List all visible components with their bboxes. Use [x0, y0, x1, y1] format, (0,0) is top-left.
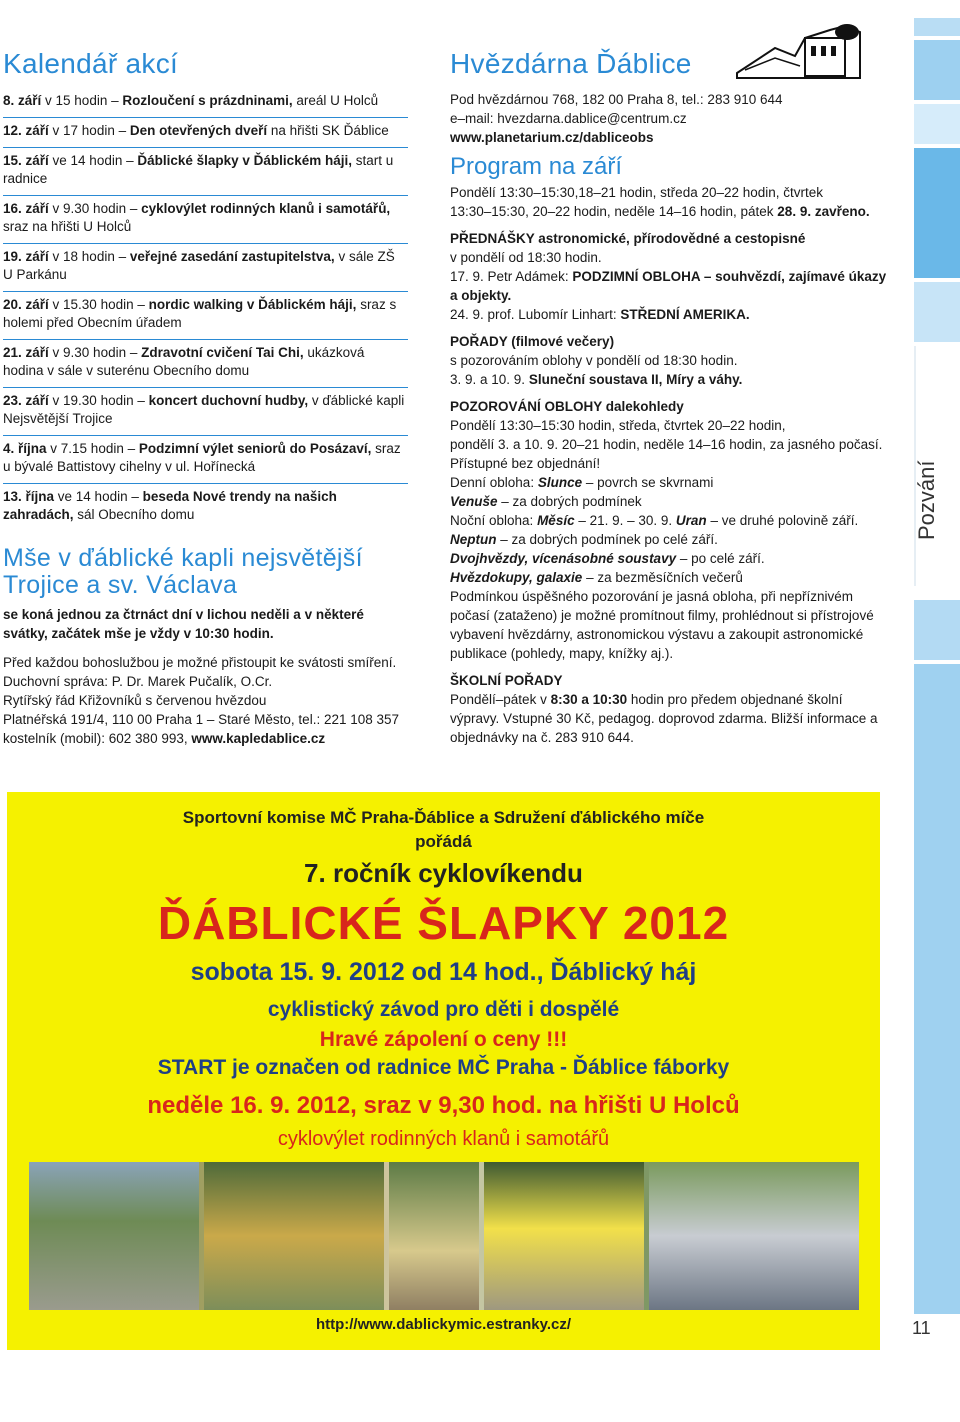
program-title: Program na září — [450, 153, 623, 180]
event-item: 21. září v 9.30 hodin – Zdravotní cvičení Tai Chi, ukázková hodina v sále v suterénu Obecního domu — [3, 340, 408, 388]
chapel-website-link[interactable]: www.kapledablice.cz — [191, 731, 326, 746]
event-item: 4. října v 7.15 hodin – Podzimní výlet seniorů do Posázaví, sraz u bývalé Battistovy cihelny v ul. Hořínecká — [3, 436, 408, 484]
poster-website[interactable]: http://www.dablickymic.estranky.cz/ — [315, 1316, 572, 1333]
poster-edition: 7. ročník cyklovíkendu — [304, 858, 583, 888]
observation-heading: POZOROVÁNÍ OBLOHY dalekohledy — [450, 399, 684, 414]
observation-text: Pondělí 13:30–15:30 hodin, středa, čtvrtek 20–22 hodin, — [450, 418, 786, 433]
event-item: 13. října ve 14 hodin – beseda Nové trendy na našich zahradách, sál Obecního domu — [3, 489, 337, 522]
observation-text: pondělí 3. a 10. 9. 20–21 hodin, neděle 14–16 hodin, za jasného počasí. — [450, 437, 883, 452]
calendar-title: Kalendář akcí — [3, 48, 179, 79]
mass-line: Rytířský řád Křižovníků s červenou hvězdou — [3, 693, 267, 708]
observatory-title: Hvězdárna Ďáblice — [450, 48, 692, 79]
show-item: 3. 9. a 10. 9. Sluneční soustava II, Míry a váhy. — [450, 372, 743, 387]
observation-item: Denní obloha: Slunce – povrch se skvrnami — [450, 475, 714, 490]
observation-note: Podmínkou úspěšného pozorování je jasná obloha, při nepříznivém počasí (zataženo) je možné promítnout filmy, prohlédnout si přístrojové vybavení hvězdárny, astronomickou výstavu a zakoupit astronomické publikace (pohledy, mapy, knížky aj.). — [450, 589, 874, 661]
mass-line: Duchovní správa: P. Dr. Marek Pučalík, O.Cr. — [3, 674, 273, 689]
mass-line: Platnéřská 191/4, 110 00 Praha 1 – Staré Město, tel.: 221 108 357 — [3, 712, 400, 727]
mass-schedule: se koná jednou za čtrnáct dní v lichou neděli a v některé svátky, začátek mše je vždy v 10:30 hodin. — [3, 607, 364, 641]
observation-item: Neptun – za dobrých podmínek po celé září. — [450, 532, 718, 547]
shows-heading: POŘADY (filmové večery) — [450, 334, 615, 349]
event-item: 19. září v 18 hodin – veřejné zasedání zastupitelstva, v sále ZŠ U Parkánu — [3, 244, 408, 292]
observation-text: Přístupné bez objednání! — [450, 456, 601, 471]
event-item: 23. září v 19.30 hodin – koncert duchovní hudby, v ďáblické kapli Nejsvětější Trojice — [3, 388, 408, 436]
poster-sunday: neděle 16. 9. 2012, sraz v 9,30 hod. na hřišti U Holců — [147, 1092, 740, 1119]
observation-item: Dvojhvězdy, vícenásobné soustavy – po celé září. — [450, 551, 765, 566]
poster-organizer: Sportovní komise MČ Praha-Ďáblice a Sdružení ďáblického míče — [182, 808, 705, 827]
school-text: Pondělí–pátek v 8:30 a 10:30 hodin pro předem objednané školní výpravy. Vstupné 30 Kč, pedagog. doprovod zdarma. Bližší informace a objednávky na č. 283 910 644. — [450, 692, 878, 745]
observation-item: Hvězdokupy, galaxie – za bezměsíčních večerů — [450, 570, 743, 585]
mass-section — [3, 545, 408, 748]
observatory-column — [450, 48, 895, 747]
observatory-website-link[interactable]: www.planetarium.cz/dabliceobs — [450, 130, 654, 145]
observatory-address: Pod hvězdárnou 768, 182 00 Praha 8, tel.: 283 910 644 — [450, 92, 783, 107]
school-heading: ŠKOLNÍ POŘADY — [450, 673, 563, 688]
mass-line: Před každou bohoslužbou je možné přistoupit ke svátosti smíření. — [3, 655, 397, 670]
opening-hours: 13:30–15:30, 20–22 hodin, neděle 14–16 hodin, pátek 28. 9. zavřeno. — [450, 204, 870, 219]
opening-hours: Pondělí 13:30–15:30,18–21 hodin, středa 20–22 hodin, čtvrtek — [450, 185, 824, 200]
page-number: 11 — [912, 1318, 931, 1338]
poster-race: cyklistický závod pro děti i dospělé — [267, 998, 620, 1021]
observation-item: Venuše – za dobrých podmínek — [450, 494, 642, 509]
mass-line: kostelník (mobil): 602 380 993, www.kapledablice.cz — [3, 731, 326, 746]
poster-date: sobota 15. 9. 2012 od 14 hod., Ďáblický háj — [190, 958, 697, 986]
mass-title: Mše v ďáblické kapli nejsvětější Trojice a sv. Václava — [3, 544, 363, 599]
event-list — [3, 88, 408, 531]
observation-item: Noční obloha: Měsíc – 21. 9. – 30. 9. Uran – ve druhé polovině září. — [450, 513, 859, 528]
cyclists-photo — [29, 1162, 859, 1310]
event-item: 15. září ve 14 hodin – Ďáblické šlapky v Ďáblickém háji, start u radnice — [3, 148, 408, 196]
poster-prizes: Hravé zápolení o ceny !!! — [319, 1028, 568, 1051]
event-item: 16. září v 9.30 hodin – cyklovýlet rodinných klanů i samotářů, sraz na hřišti U Holců — [3, 196, 408, 244]
calendar-column — [3, 48, 408, 748]
lecture-item: 24. 9. prof. Lubomír Linhart: STŘEDNÍ AMERIKA. — [450, 307, 750, 322]
poster-presents: pořádá — [415, 832, 472, 851]
lecture-item: 17. 9. Petr Adámek: PODZIMNÍ OBLOHA – souhvězdí, zajímavé úkazy a objekty. — [450, 269, 887, 303]
event-item: 8. září v 15 hodin – Rozloučení s prázdninami, areál U Holců — [3, 88, 408, 118]
poster-start: START je označen od radnice MČ Praha - Ďáblice fáborky — [157, 1056, 730, 1079]
poster-trip: cyklovýlet rodinných klanů i samotářů — [277, 1128, 610, 1150]
event-poster — [7, 792, 880, 1350]
event-item: 12. září v 17 hodin – Den otevřených dveří na hřišti SK Ďáblice — [3, 118, 408, 148]
observatory-email[interactable]: e–mail: hvezdarna.dablice@centrum.cz — [450, 111, 687, 126]
event-item: 20. září v 15.30 hodin – nordic walking v Ďáblickém háji, sraz s holemi před Obecním úřadem — [3, 292, 408, 340]
lectures-heading: PŘEDNÁŠKY astronomické, přírodovědné a cestopisné — [450, 231, 806, 246]
sidebar-label: Pozvání — [914, 460, 939, 540]
poster-event-title: ĎÁBLICKÉ ŠLAPKY 2012 — [157, 897, 730, 949]
lectures-text: v pondělí od 18:30 hodin. — [450, 250, 602, 265]
shows-text: s pozorováním oblohy v pondělí od 18:30 hodin. — [450, 353, 738, 368]
page-sidebar — [914, 0, 960, 1422]
